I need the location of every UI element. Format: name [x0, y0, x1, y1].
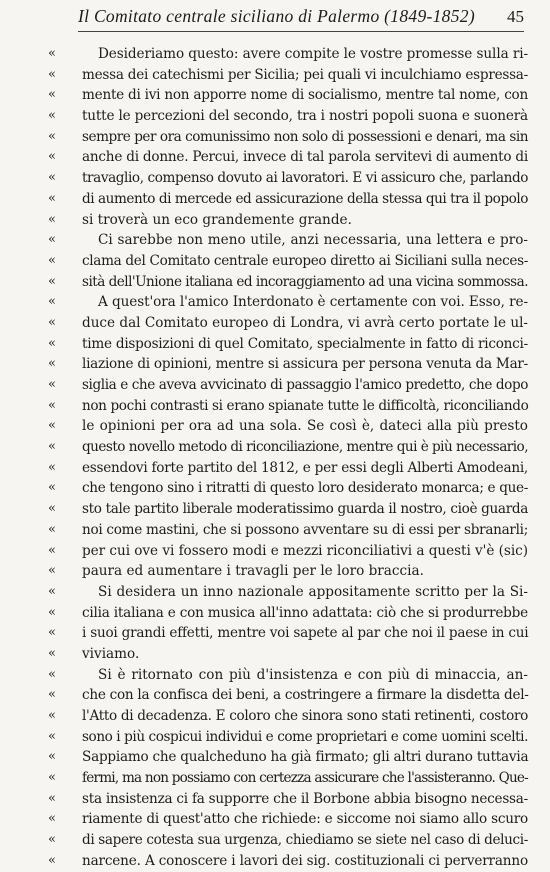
line-text: l'Atto di decadenza. E coloro che sinora sono stati retinenti, costoro	[82, 708, 528, 724]
text-line	[48, 85, 528, 106]
quote-mark: «	[48, 852, 56, 868]
text-line	[48, 789, 528, 810]
quote-mark: «	[48, 87, 56, 103]
header-rule	[78, 31, 524, 32]
quote-mark: «	[48, 294, 56, 310]
letter-text	[48, 44, 528, 872]
quote-mark: «	[48, 397, 56, 413]
line-text: viviamo.	[82, 645, 140, 662]
text-line	[48, 603, 528, 624]
line-text: riamente di quest'atto che richiede: e siccome noi siamo allo scuro	[82, 811, 528, 828]
text-line	[48, 189, 528, 210]
text-line	[48, 809, 528, 830]
quote-mark: «	[48, 273, 56, 289]
quote-mark: «	[48, 439, 56, 455]
quote-mark: «	[48, 521, 56, 537]
text-line	[48, 665, 528, 686]
line-text: Ci sarebbe non meno utile, anzi necessaria, una lettera e pro-	[98, 232, 528, 249]
text-line	[48, 478, 528, 499]
text-line	[48, 147, 528, 168]
text-line	[48, 334, 528, 355]
text-line	[48, 313, 528, 334]
text-line	[48, 375, 528, 396]
line-text: siglia e che aveva avvicinato di passaggio l'amico predetto, che dopo	[82, 377, 528, 393]
quote-mark: «	[48, 480, 56, 496]
text-line	[48, 437, 528, 458]
text-line	[48, 396, 528, 417]
text-line	[48, 747, 528, 768]
quote-mark: «	[48, 625, 56, 641]
line-text: liazione di opinioni, mentre si assicura per persona venuta da Mar-	[82, 356, 528, 373]
text-line	[48, 727, 528, 748]
quote-mark: «	[48, 108, 56, 124]
quote-mark: «	[48, 501, 56, 517]
line-text: duce dal Comitato europeo di Londra, vi avrà certo portate le ul-	[82, 314, 528, 331]
quote-mark: «	[48, 645, 56, 661]
line-text: si troverà un eco grandemente grande.	[82, 211, 352, 228]
text-line	[48, 561, 528, 582]
line-text: essendovi forte partito del 1812, e per essi degli Alberti Amodeani,	[82, 459, 528, 476]
quote-mark: «	[48, 190, 56, 206]
text-line	[48, 416, 528, 437]
line-text: tutte le percezioni del secondo, tra i nostri popoli suona e suonerà	[82, 108, 528, 125]
line-text: messa dei catechismi per Sicilia; pei quali vi inculchiamo espressa-	[82, 66, 528, 83]
quote-mark: «	[48, 563, 56, 579]
line-text: narcene. A conoscere i lavori dei sig. costituzionali ci perverranno	[82, 852, 528, 869]
line-text: Sappiamo che qualcheduno ha già firmato; gli altri durano tuttavia	[82, 749, 529, 766]
line-text: sto tale partito liberale moderatissimo guarda il nostro, cioè guarda	[82, 501, 528, 518]
line-text: sità dell'Unione italiana ed incoraggiamento ad una vicina sommossa.	[82, 273, 528, 290]
line-text: i suoi grandi effetti, mentre voi sapete al par che noi il paese in cui	[82, 625, 529, 642]
line-text: questo novello metodo di riconciliazione, mentre qui è più necessario,	[82, 439, 528, 456]
text-line	[48, 65, 528, 86]
line-text: paura ed aumentare i travagli per le loro braccia.	[82, 563, 424, 580]
text-line	[48, 582, 528, 603]
quote-mark: «	[48, 583, 56, 599]
line-text: time disposizioni di quel Comitato, specialmente in fatto di riconci-	[82, 335, 528, 352]
text-line	[48, 458, 528, 479]
text-line	[48, 768, 528, 789]
running-header	[78, 6, 524, 32]
text-line	[48, 623, 528, 644]
quote-mark: «	[48, 252, 56, 268]
quote-mark: «	[48, 666, 56, 682]
line-text: anche di donne. Percui, invece di tal parola servitevi di aumento di	[82, 149, 528, 166]
text-line	[48, 106, 528, 127]
quote-mark: «	[48, 418, 56, 434]
text-line	[48, 499, 528, 520]
line-text: clama del Comitato centrale europeo diretto ai Siciliani sulla neces-	[82, 252, 528, 269]
text-line	[48, 168, 528, 189]
quote-mark: «	[48, 542, 56, 558]
text-line	[48, 644, 528, 665]
text-line	[48, 44, 528, 65]
line-text: Si è ritornato con più d'insistenza e con più di minaccia, an-	[98, 666, 528, 683]
line-text: sempre per ora comunissimo non solo di possessioni e denari, ma sin	[82, 128, 528, 145]
text-line	[48, 292, 528, 313]
running-title: Il Comitato centrale siciliano di Palermo (1849-1852)	[78, 6, 475, 26]
text-line	[48, 706, 528, 727]
quote-mark: «	[48, 232, 56, 248]
quote-mark: «	[48, 46, 56, 61]
quote-mark: «	[48, 149, 56, 165]
quote-mark: «	[48, 708, 56, 723]
text-line	[48, 685, 528, 706]
quote-mark: «	[48, 790, 56, 806]
text-line	[48, 541, 528, 562]
text-line	[48, 272, 528, 293]
line-text: mente di ivi non apporre nome di socialismo, mentre tal nome, con	[82, 87, 528, 104]
line-text: Si desidera un inno nazionale appositamente scritto per la Si-	[98, 583, 528, 600]
line-text: Desideriamo questo: avere compite le vostre promesse sulla ri-	[98, 46, 528, 62]
quote-mark: «	[48, 459, 56, 475]
line-text: noi come mastini, che si possono avventare su di essi per sbranarli;	[82, 521, 528, 538]
quote-mark: «	[48, 377, 56, 392]
quote-mark: «	[48, 811, 56, 827]
line-text: A quest'ora l'amico Interdonato è certamente con voi. Esso, re-	[98, 294, 528, 311]
text-line	[48, 127, 528, 148]
text-line	[48, 251, 528, 272]
line-text: fermi, ma non possiamo con certezza assicurare che l'assisteranno. Que-	[82, 770, 528, 787]
quote-mark: «	[48, 728, 56, 744]
line-text: sta insistenza ci fa supporre che il Borbone abbia bisogno necessa-	[82, 790, 528, 807]
quote-mark: «	[48, 170, 56, 186]
quote-mark: «	[48, 211, 56, 227]
line-text: che con la confisca dei beni, a costringere a firmare la disdetta del-	[82, 687, 529, 704]
line-text: sono i più cospicui individui e come proprietari e come uomini scelti.	[82, 728, 528, 745]
line-text: travaglio, compenso dovuto ai lavoratori. E vi assicuro che, parlando	[82, 170, 528, 187]
quote-mark: «	[48, 770, 56, 786]
text-line	[48, 851, 528, 872]
line-text: di sapere cotesta sua urgenza, chiediamo se siete nel caso di deluci-	[82, 832, 528, 849]
text-line	[48, 830, 528, 851]
line-text: non pochi contrasti si erano spianate tutte le difficoltà, riconciliando	[82, 397, 529, 414]
text-line	[48, 210, 528, 231]
text-line	[48, 354, 528, 375]
quote-mark: «	[48, 128, 56, 144]
line-text: cilia italiana e con musica all'inno adattata: ciò che si produrrebbe	[82, 604, 528, 621]
line-text: che tengono sino i ritratti di questo loro desiderato monarca; e que-	[82, 480, 528, 497]
page-number: 45	[507, 7, 524, 26]
line-text: per cui ove vi fossero modi e mezzi riconciliativi a questi v'è (sic)	[82, 542, 528, 559]
quote-mark: «	[48, 314, 56, 330]
quote-mark: «	[48, 604, 56, 620]
quote-mark: «	[48, 687, 56, 703]
quote-mark: «	[48, 66, 56, 82]
text-line	[48, 230, 528, 251]
quote-mark: «	[48, 356, 56, 372]
line-text: di aumento di mercede ed assicurazione della stessa qui tra il popolo	[82, 190, 528, 207]
quote-mark: «	[48, 335, 56, 351]
quote-mark: «	[48, 832, 56, 848]
quote-mark: «	[48, 749, 56, 765]
line-text: le opinioni per ora ad una sola. Se così è, dateci alla più presto	[82, 418, 528, 435]
text-line	[48, 520, 528, 541]
